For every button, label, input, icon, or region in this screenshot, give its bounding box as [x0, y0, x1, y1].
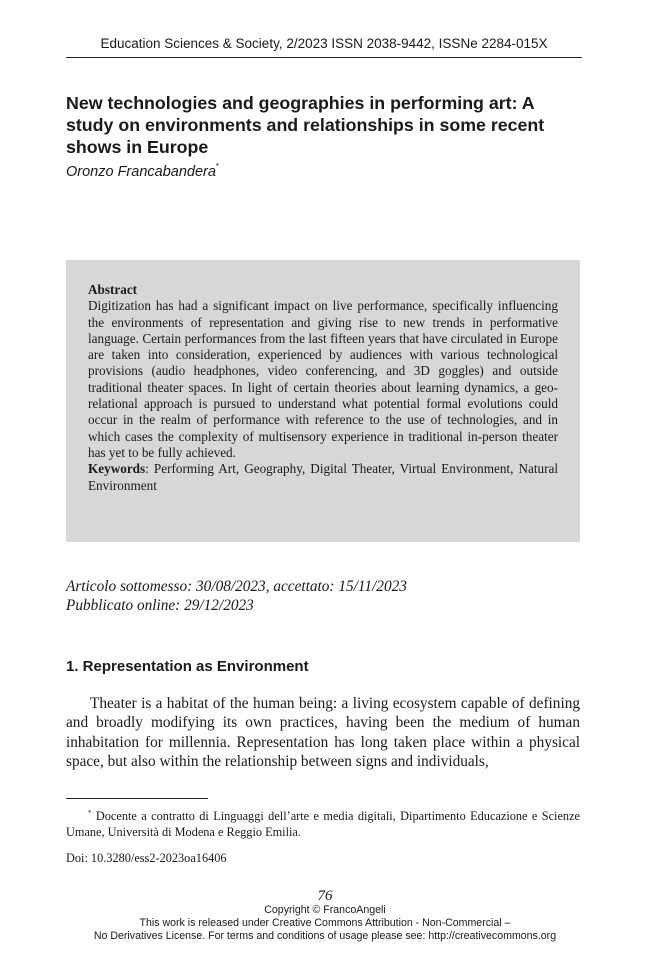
keywords-label: Keywords — [88, 461, 146, 477]
abstract-heading: Abstract — [88, 282, 138, 297]
author-name-text: Oronzo Francabandera — [66, 164, 216, 180]
publication-dates — [66, 577, 407, 615]
abstract-text: Digitization has had a significant impact on live performance, specifically influencing the environments of representation and giving rise to new trends in performative language. Certain performances from the last fifteen years that have circulated in Europe are taken into consideration, experienced by audiences with various technological provisions (audio headphones, video conferencing, and 3D goggles) and outside traditional theater spaces. In light of certain theories about learning dynamics, a geo-relational approach is pursued to understand what potential formal evolutions could occur in the realm of performance with reference to the use of technologies, and in which cases the complexity of multisensory experience in traditional in-person theater has yet to be fully achieved. — [88, 298, 558, 460]
author-footnote-mark[interactable]: * — [215, 162, 220, 171]
page-number: 76 — [317, 888, 333, 904]
keywords-list: : Performing Art, Geography, Digital Theater, Virtual Environment, Natural Environment — [88, 461, 558, 493]
section-heading: 1. Representation as Environment — [66, 658, 309, 675]
header-rule — [66, 57, 582, 58]
license-footer — [0, 904, 650, 943]
submission-date: Articolo sottomesso: 30/08/2023, accettato: 15/11/2023 — [66, 578, 407, 595]
article-title: New technologies and geographies in performing art: A study on environments and relationships in some recent shows in Europe — [66, 93, 545, 157]
body-paragraph: Theater is a habitat of the human being: a living ecosystem capable of defining and broadly modifying its own practices, having been the medium of human inhabitation for millennia. Representation has long taken place within a physical space, but also within the relationship between signs and individuals, — [66, 695, 580, 770]
copyright-line: Copyright © FrancoAngeli — [264, 904, 386, 916]
footnote-text: Docente a contratto di Linguaggi dell’arte e media digitali, Dipartimento Educazione e Scienze Umane, Università di Modena e Reggio Emilia. — [66, 809, 580, 839]
doi[interactable]: Doi: 10.3280/ess2-2023oa16406 — [66, 851, 227, 865]
license-line-1: This work is released under Creative Commons Attribution - Non-Commercial – — [139, 917, 511, 929]
license-line-2[interactable]: No Derivatives License. For terms and conditions of usage please see: http://creativecommons.org — [93, 930, 557, 942]
footnote-rule — [66, 798, 208, 799]
footnote-mark: * — [88, 809, 92, 817]
abstract-box — [66, 260, 580, 542]
running-header: Education Sciences & Society, 2/2023 ISSN 2038-9442, ISSNe 2284-015X — [100, 36, 548, 51]
abstract-content — [88, 282, 558, 494]
footnote — [66, 806, 580, 840]
online-date: Pubblicato online: 29/12/2023 — [66, 597, 254, 614]
author-name — [66, 162, 219, 180]
